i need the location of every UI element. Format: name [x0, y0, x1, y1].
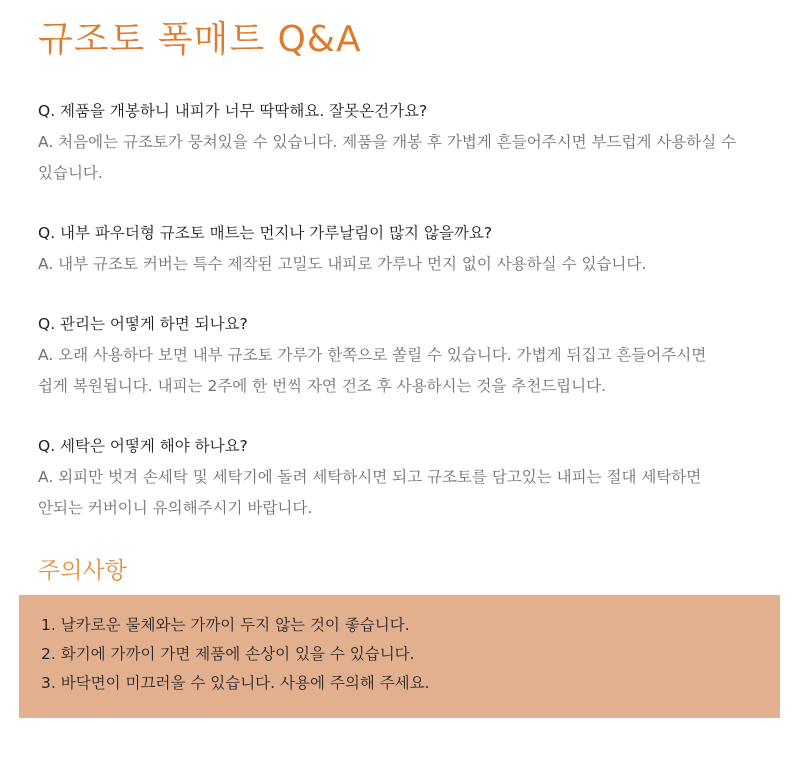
- qa-question: Q. 내부 파우더형 규조토 매트는 먼지나 가루날림이 많지 않을까요?: [38, 224, 493, 242]
- qa-item: [38, 309, 788, 402]
- notice-heading: 주의사항: [38, 558, 127, 584]
- qa-answer-line: 쉽게 복원됩니다. 내피는 2주에 한 번씩 자연 건조 후 사용하시는 것을 추천드립니다.: [38, 377, 607, 395]
- qa-answer-line: A. 내부 규조토 커버는 특수 제작된 고밀도 내피로 가루나 먼지 없이 사용하실 수 있습니다.: [38, 255, 647, 273]
- notice-box: [19, 595, 780, 718]
- qa-question: Q. 세탁은 어떻게 해야 하나요?: [38, 437, 248, 455]
- qa-answer-line: A. 외피만 벗겨 손세탁 및 세탁기에 돌려 세탁하시면 되고 규조토를 담고있는 내피는 절대 세탁하면: [38, 468, 702, 486]
- qa-answer-line: 안되는 커버이니 유의해주시기 바랍니다.: [38, 499, 313, 517]
- qa-list: [38, 96, 788, 553]
- qa-item: [38, 431, 788, 524]
- qa-answer-line: A. 처음에는 규조토가 뭉쳐있을 수 있습니다. 제품을 개봉 후 가볍게 흔들어주시면 부드럽게 사용하실 수: [38, 133, 737, 151]
- qa-answer-line: A. 오래 사용하다 보면 내부 규조토 가루가 한쪽으로 쏠릴 수 있습니다. 가볍게 뒤집고 흔들어주시면: [38, 346, 707, 364]
- qa-question: Q. 제품을 개봉하니 내피가 너무 딱딱해요. 잘못온건가요?: [38, 102, 428, 120]
- notice-item: 1. 날카로운 물체와는 가까이 두지 않는 것이 좋습니다.: [41, 616, 410, 634]
- qa-answer-line: 있습니다.: [38, 164, 103, 182]
- notice-item: 2. 화기에 가까이 가면 제품에 손상이 있을 수 있습니다.: [41, 645, 415, 663]
- page-title: 규조토 폭매트 Q&A: [38, 19, 362, 60]
- qa-question: Q. 관리는 어떻게 하면 되나요?: [38, 315, 248, 333]
- notice-item: 3. 바닥면이 미끄러울 수 있습니다. 사용에 주의해 주세요.: [41, 674, 430, 692]
- qa-item: [38, 218, 788, 280]
- qa-item: [38, 96, 788, 189]
